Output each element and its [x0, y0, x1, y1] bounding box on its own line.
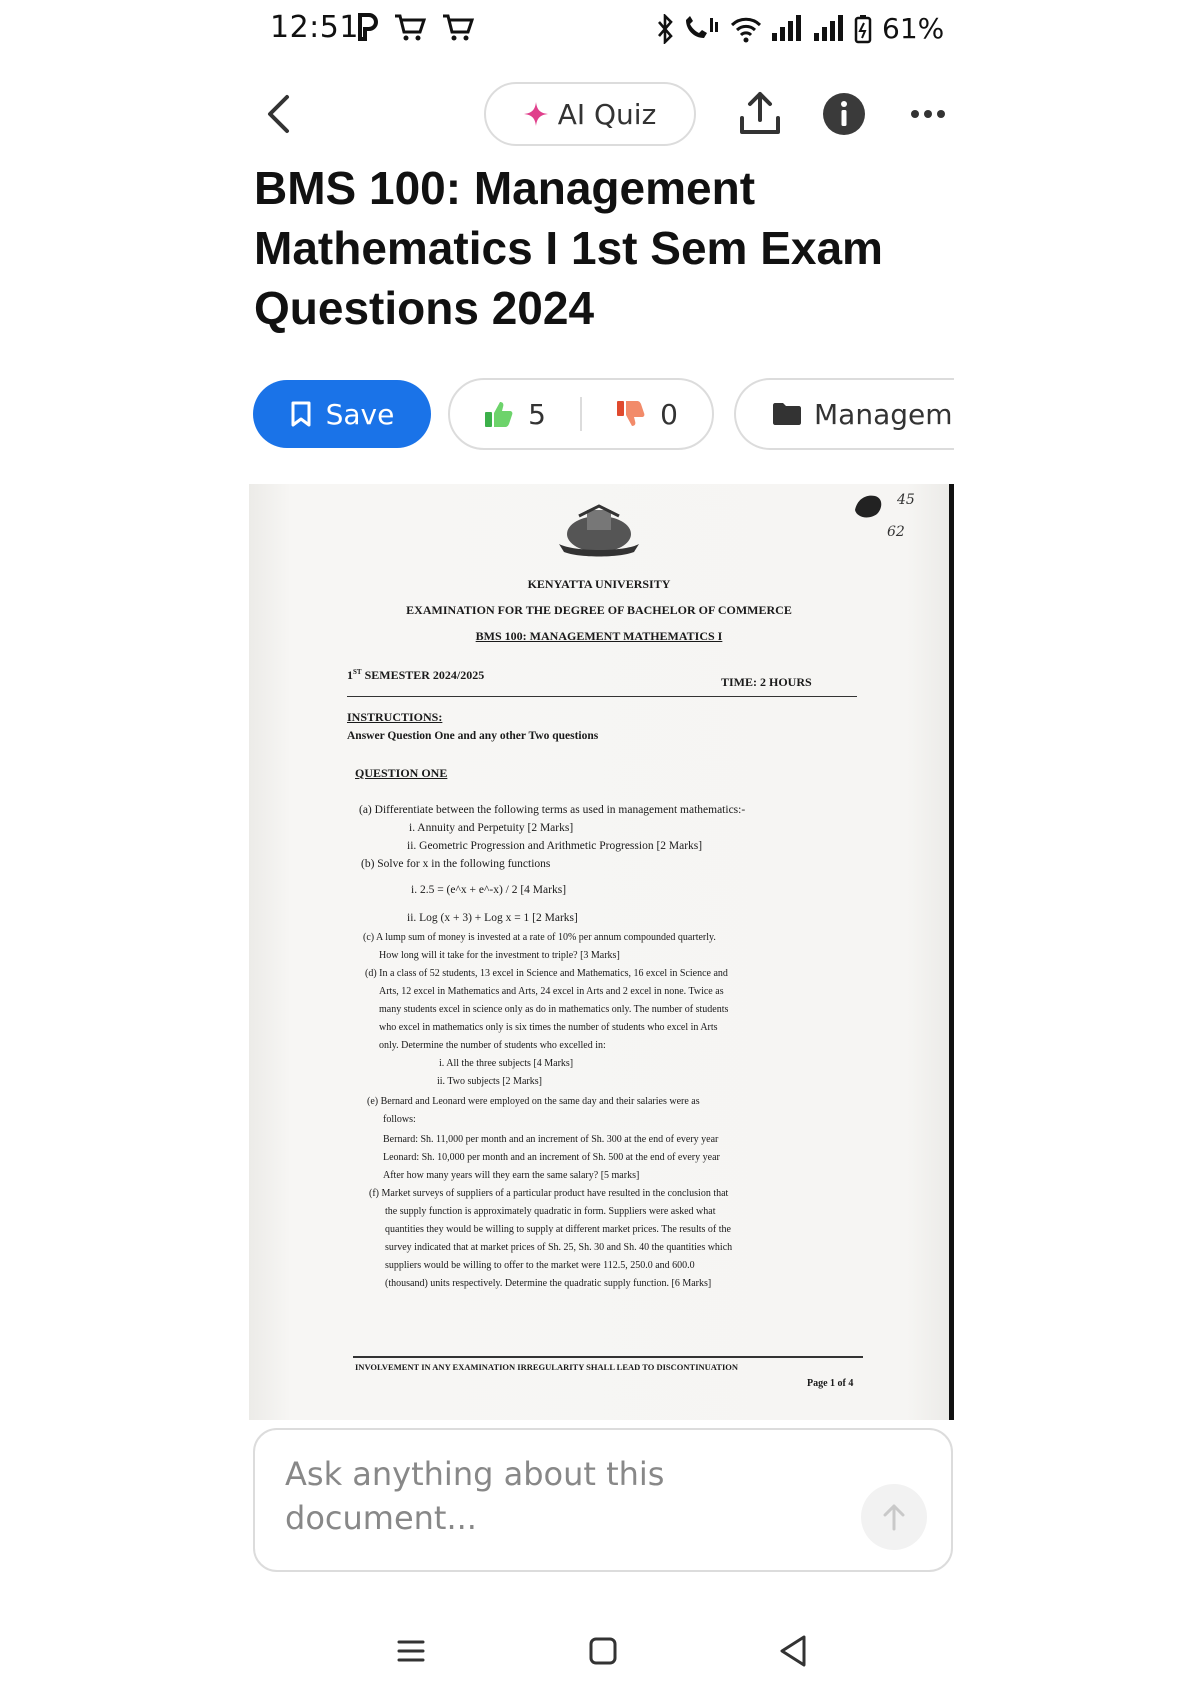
- semester-text: SEMESTER 2024/2025: [364, 668, 485, 682]
- page-number: Page 1 of 4: [807, 1378, 854, 1389]
- nav-back-button[interactable]: [778, 1634, 808, 1668]
- like-button[interactable]: [450, 380, 580, 448]
- semester-line: [347, 668, 484, 683]
- arrow-up-icon: [882, 1503, 906, 1531]
- back-button[interactable]: [258, 90, 298, 138]
- question-line: (b) Solve for x in the following functions: [361, 858, 551, 870]
- info-icon: [822, 92, 866, 136]
- vote-chip: [448, 378, 714, 450]
- home-square-icon: [588, 1636, 618, 1666]
- chevron-left-icon: [265, 94, 291, 134]
- ask-input[interactable]: [253, 1428, 953, 1572]
- question-line: who excel in mathematics only is six times the number of students who excel in Arts: [379, 1022, 718, 1033]
- send-button[interactable]: [861, 1484, 927, 1550]
- status-time: 12:51: [270, 10, 359, 45]
- question-line: How long will it take for the investment to triple? [3 Marks]: [379, 950, 620, 961]
- ask-placeholder: Ask anything about this document...: [285, 1455, 665, 1537]
- question-line: (a) Differentiate between the following terms as used in management mathematics:-: [359, 804, 746, 816]
- cart-icon: [441, 12, 475, 42]
- question-heading: QUESTION ONE: [355, 766, 448, 780]
- document-preview[interactable]: [249, 484, 954, 1420]
- course-title: BMS 100: MANAGEMENT MATHEMATICS I: [475, 629, 723, 643]
- thumbs-up-icon: [484, 400, 514, 428]
- question-line: the supply function is approximately quadratic in form. Suppliers were asked what: [385, 1206, 716, 1217]
- signal-icon: [812, 15, 846, 43]
- folder-icon: [772, 402, 802, 426]
- question-line: (f) Market surveys of suppliers of a particular product have resulted in the conclusion that: [369, 1188, 729, 1199]
- bookmark-icon: [290, 400, 312, 428]
- folder-label: Managem: [814, 397, 953, 431]
- question-line: ii. Log (x + 3) + Log x = 1 [2 Marks]: [407, 912, 578, 924]
- header-rule: [347, 696, 857, 697]
- bluetooth-icon: [656, 14, 674, 44]
- status-right: [656, 12, 944, 45]
- save-label: Save: [325, 397, 395, 431]
- question-line: Bernard: Sh. 11,000 per month and an increment of Sh. 300 at the end of every year: [383, 1134, 719, 1145]
- wifi-icon: [730, 15, 762, 43]
- cart-icon: [393, 12, 427, 42]
- question-line: follows:: [383, 1114, 416, 1125]
- sparkle-icon: [524, 102, 548, 126]
- question-line: i. 2.5 = (e^x + e^-x) / 2 [4 Marks]: [411, 884, 567, 896]
- exam-time: TIME: 2 HOURS: [721, 675, 812, 689]
- dislike-count: 0: [660, 397, 678, 431]
- handwritten-mark: 62: [887, 524, 905, 540]
- status-left-icons: [357, 12, 475, 42]
- p-letter-icon: [357, 13, 379, 41]
- question-line: quantities they would be willing to supply at different market prices. The results of the: [385, 1224, 731, 1235]
- thumbs-down-icon: [616, 400, 646, 428]
- volte-icon: [682, 14, 722, 44]
- ai-quiz-label: AI Quiz: [557, 97, 657, 131]
- question-line: Arts, 12 excel in Mathematics and Arts, 24 excel in Arts and 2 excel in none. Twice as: [379, 986, 724, 997]
- question-line: (c) A lump sum of money is invested at a rate of 10% per annum compounded quarterly.: [363, 932, 716, 943]
- question-line: i. All the three subjects [4 Marks]: [439, 1058, 574, 1069]
- question-line: (d) In a class of 52 students, 13 excel in Science and Mathematics, 16 excel in Science and: [365, 968, 728, 979]
- handwritten-mark: 45: [897, 492, 915, 508]
- document-title: BMS 100: Management Mathematics I 1st Sem Exam Questions 2024: [254, 162, 883, 334]
- back-triangle-icon: [778, 1634, 808, 1668]
- nav-menu-button[interactable]: [396, 1636, 426, 1666]
- question-line: (e) Bernard and Leonard were employed on the same day and their salaries were as: [367, 1096, 700, 1107]
- exam-line: EXAMINATION FOR THE DEGREE OF BACHELOR OF COMMERCE: [406, 603, 792, 617]
- share-button[interactable]: [738, 90, 782, 138]
- semester-sup: ST: [353, 668, 362, 676]
- question-line: Leonard: Sh. 10,000 per month and an increment of Sh. 500 at the end of every year: [383, 1152, 720, 1163]
- footer-warning: INVOLVEMENT IN ANY EXAMINATION IRREGULARITY SHALL LEAD TO DISCONTINUATION: [355, 1362, 739, 1372]
- folder-chip[interactable]: [734, 378, 954, 450]
- instructions-text: Answer Question One and any other Two questions: [347, 730, 599, 742]
- question-line: survey indicated that at market prices of Sh. 25, Sh. 30 and Sh. 40 the quantities which: [385, 1242, 733, 1253]
- question-line: many students excel in science only as do in mathematics only. The number of students: [379, 1004, 729, 1015]
- info-button[interactable]: [822, 92, 866, 136]
- semester-number: 1: [347, 668, 353, 682]
- more-options-button[interactable]: [910, 100, 946, 128]
- like-count: 5: [528, 397, 546, 431]
- menu-icon: [396, 1636, 426, 1666]
- university-crest-icon: [549, 504, 649, 562]
- question-line: ii. Two subjects [2 Marks]: [437, 1076, 542, 1087]
- battery-icon: [854, 14, 872, 44]
- share-upload-icon: [738, 90, 782, 138]
- signal-icon: [770, 15, 804, 43]
- question-line: i. Annuity and Perpetuity [2 Marks]: [409, 822, 574, 834]
- university-name: KENYATTA UNIVERSITY: [527, 577, 671, 591]
- question-line: After how many years will they earn the same salary? [5 marks]: [383, 1170, 640, 1181]
- question-line: suppliers would be willing to offer to the market were 112.5, 250.0 and 600.0: [385, 1260, 695, 1271]
- footer-rule: [353, 1356, 863, 1358]
- battery-percent: 61%: [882, 12, 945, 45]
- question-line: only. Determine the number of students who excelled in:: [379, 1040, 606, 1051]
- dislike-button[interactable]: [582, 380, 712, 448]
- question-line: ii. Geometric Progression and Arithmetic Progression [2 Marks]: [407, 840, 703, 852]
- stamp-mark-icon: [851, 490, 885, 520]
- nav-home-button[interactable]: [588, 1636, 618, 1666]
- question-line: (thousand) units respectively. Determine the quadratic supply function. [6 Marks]: [385, 1278, 712, 1289]
- save-button[interactable]: [253, 380, 431, 448]
- instructions-heading: INSTRUCTIONS:: [347, 710, 443, 724]
- ai-quiz-button[interactable]: [484, 82, 696, 146]
- more-horizontal-icon: [910, 100, 946, 128]
